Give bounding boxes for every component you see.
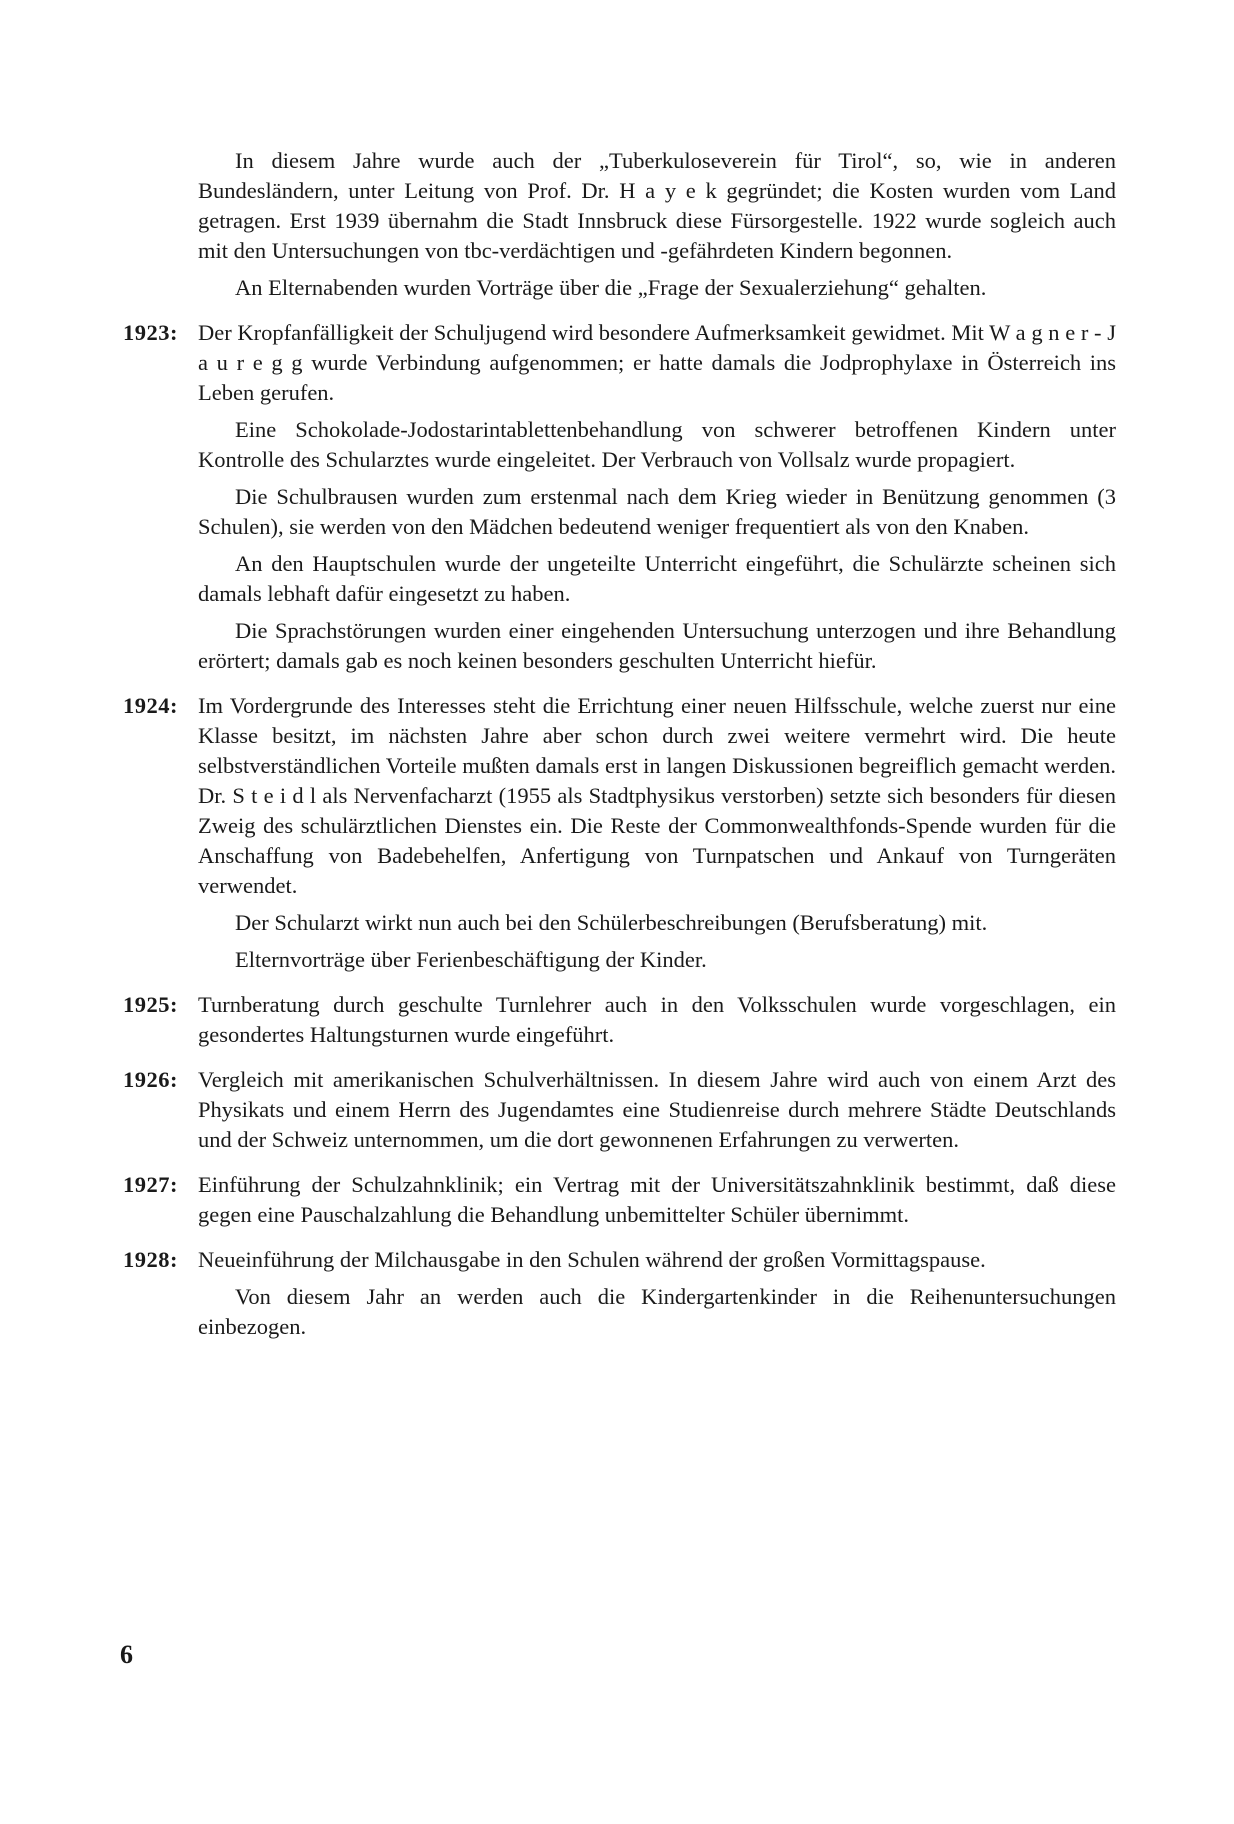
year-entry-1924	[123, 691, 1116, 975]
year-entry-1927	[123, 1170, 1116, 1230]
entry-paragraph: Die Schulbrausen wurden zum erstenmal nach dem Krieg wieder in Benützung genommen (3 Schulen), sie werden von den Mädchen bedeutend weniger frequentiert als von den Knaben.	[198, 484, 1116, 539]
entry-paragraph: Die Sprachstörungen wurden einer eingehenden Untersuchung unterzogen und ihre Behandlung erörtert; damals gab es noch keinen besonders geschulten Unterricht hiefür.	[198, 618, 1116, 673]
intro-paragraph: An Elternabenden wurden Vorträge über die „Frage der Sexualerziehung“ gehalten.	[235, 275, 987, 300]
entry-paragraph: Neueinführung der Milchausgabe in den Schulen während der großen Vormittagspause.	[198, 1247, 986, 1272]
entry-paragraph: Vergleich mit amerikanischen Schulverhältnissen. In diesem Jahre wird auch von einem Arzt des Physikats und einem Herrn des Jugendamtes eine Studienreise durch mehrere Städte Deutschlands und der Schweiz unternommen, um die dort gewonnenen Erfahrungen zu verwerten.	[198, 1067, 1116, 1152]
year-entry-1928	[123, 1245, 1116, 1342]
year-label: 1924:	[123, 693, 178, 718]
entry-paragraph: Eine Schokolade-Jodostarintablettenbehandlung von schwerer betroffenen Kindern unter Kontrolle des Schularztes wurde eingeleitet. Der Verbrauch von Vollsalz wurde propagiert.	[198, 417, 1116, 472]
entry-paragraph: An den Hauptschulen wurde der ungeteilte Unterricht eingeführt, die Schulärzte scheinen sich damals lebhaft dafür eingesetzt zu haben.	[198, 551, 1116, 606]
entry-paragraph: Von diesem Jahr an werden auch die Kindergartenkinder in die Reihenuntersuchungen einbezogen.	[198, 1284, 1116, 1339]
intro-paragraph: In diesem Jahre wurde auch der „Tuberkuloseverein für Tirol“, so, wie in anderen Bundesländern, unter Leitung von Prof. Dr. H a y e k gegründet; die Kosten wurden vom Land getragen. Erst 1939 übernahm die Stadt Innsbruck diese Fürsorgestelle. 1922 wurde sogleich auch mit den Untersuchungen von tbc-verdächtigen und -gefährdeten Kindern begonnen.	[198, 148, 1116, 263]
year-label: 1927:	[123, 1172, 178, 1197]
intro-section	[198, 146, 1116, 303]
year-entry-1925	[123, 990, 1116, 1050]
year-label: 1923:	[123, 320, 178, 345]
entry-paragraph: Der Schularzt wirkt nun auch bei den Schülerbeschreibungen (Berufsberatung) mit.	[235, 910, 988, 935]
year-label: 1926:	[123, 1067, 178, 1092]
year-label: 1925:	[123, 992, 178, 1017]
year-entry-1923	[123, 318, 1116, 676]
entry-paragraph: Der Kropfanfälligkeit der Schuljugend wird besondere Aufmerksamkeit gewidmet. Mit W a g n e r - J a u r e g g wurde Verbindung aufgenommen; er hatte damals die Jodprophylaxe in Österreich ins Leben gerufen.	[198, 320, 1116, 405]
entry-paragraph: Turnberatung durch geschulte Turnlehrer auch in den Volksschulen wurde vorgeschlagen, ein gesondertes Haltungsturnen wurde eingeführt.	[198, 992, 1116, 1047]
entry-paragraph: Im Vordergrunde des Interesses steht die Errichtung einer neuen Hilfsschule, welche zuerst nur eine Klasse besitzt, im nächsten Jahre aber schon durch zwei weitere vermehrt wird. Die heute selbstverständlichen Vorteile mußten damals erst in langen Diskussionen begreiflich gemacht werden. Dr. S t e i d l als Nervenfacharzt (1955 als Stadtphysikus verstorben) setzte sich besonders für diesen Zweig des schulärztlichen Dienstes ein. Die Reste der Commonwealthfonds-Spende wurden für die Anschaffung von Badebehelfen, Anfertigung von Turnpatschen und Ankauf von Turngeräten verwendet.	[198, 693, 1116, 898]
page-body	[123, 146, 1116, 1349]
entry-paragraph: Einführung der Schulzahnklinik; ein Vertrag mit der Universitätszahnklinik bestimmt, daß diese gegen eine Pauschalzahlung die Behandlung unbemittelter Schüler übernimmt.	[198, 1172, 1116, 1227]
year-entry-1926	[123, 1065, 1116, 1155]
year-label: 1928:	[123, 1247, 178, 1272]
page-number: 6	[120, 1640, 133, 1669]
entry-paragraph: Elternvorträge über Ferienbeschäftigung der Kinder.	[235, 947, 707, 972]
